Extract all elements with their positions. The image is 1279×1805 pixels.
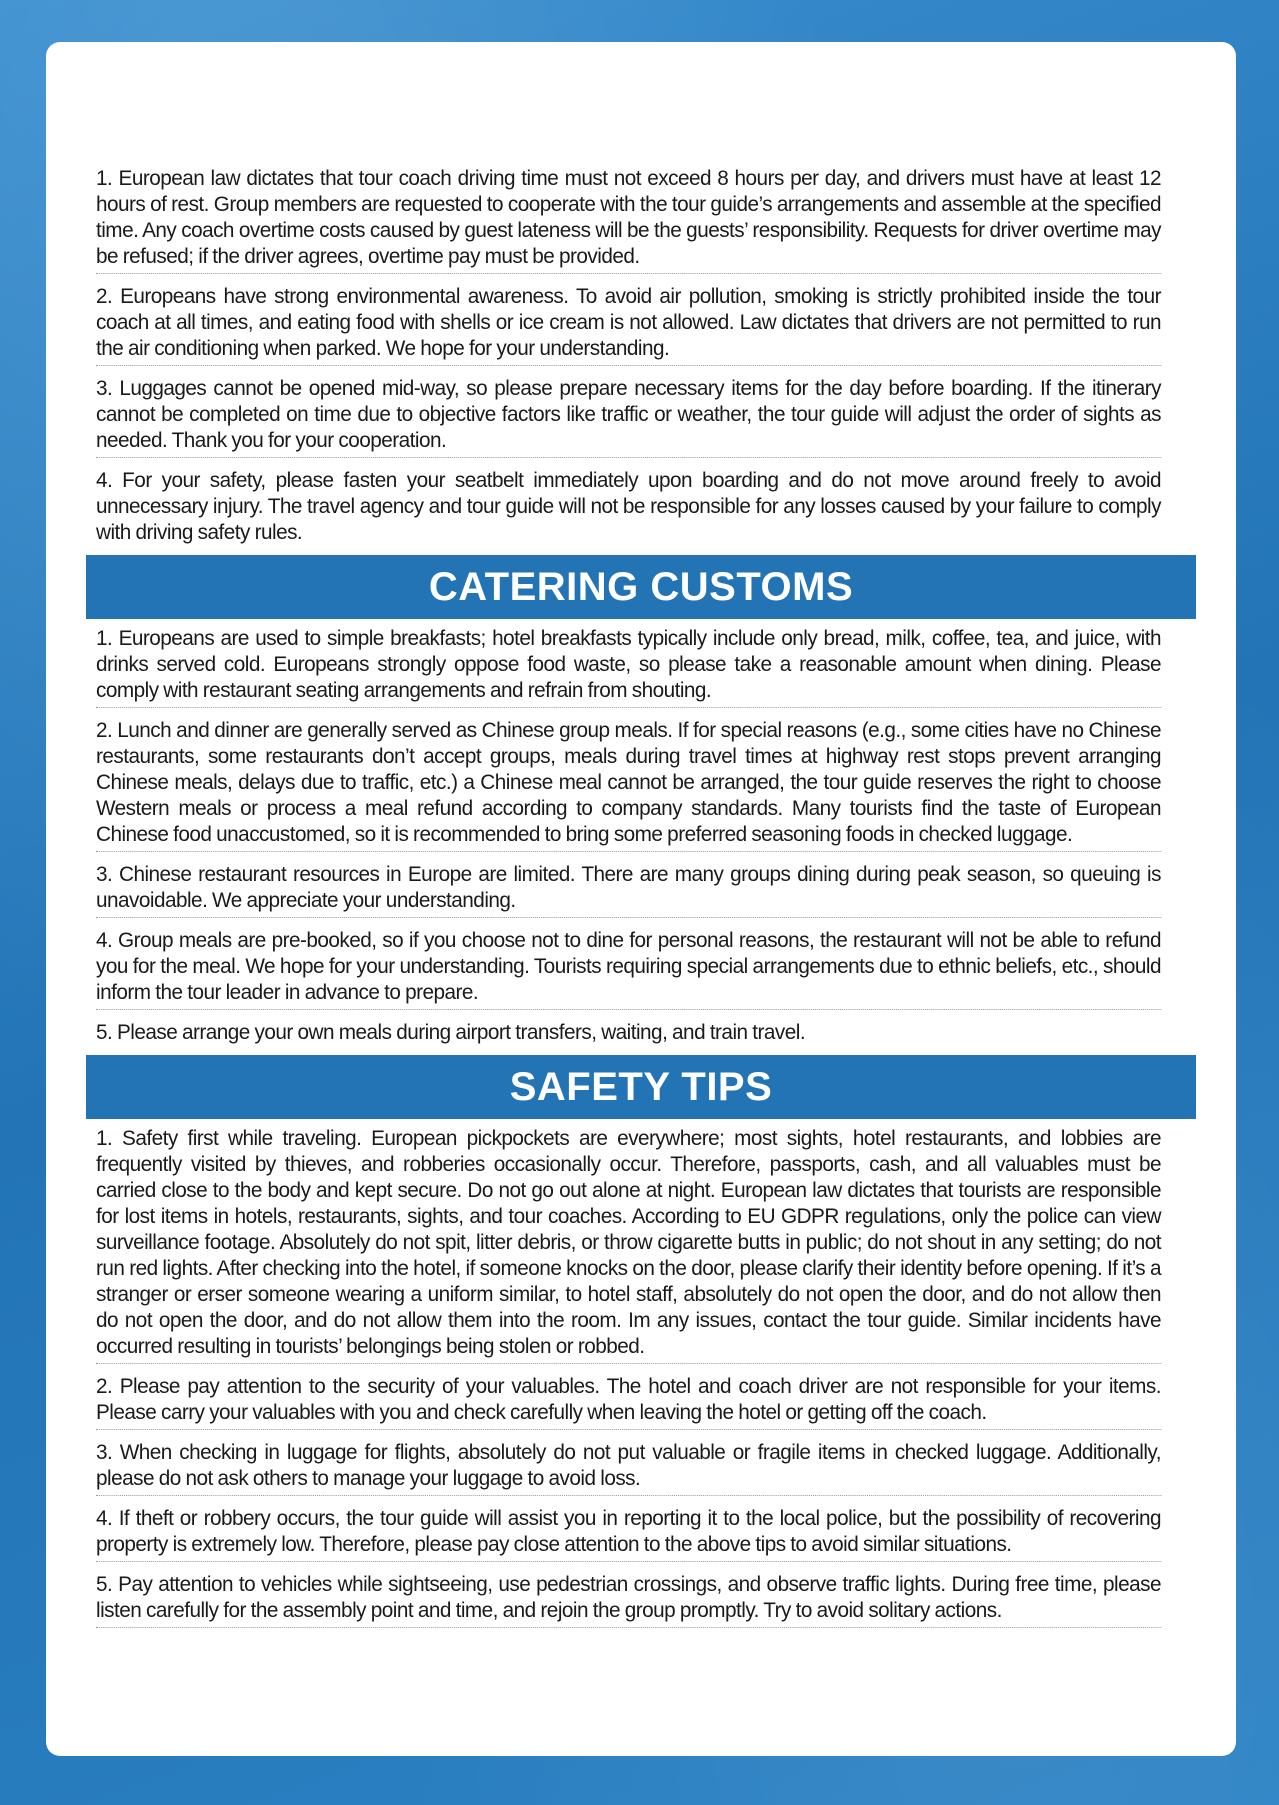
safety-item-1: 1. Safety first while traveling. European pickpockets are everywhere; most sights, hotel restaurants, and lobbies are frequently visited by thieves, and robberies occasionally occur. Therefore, passports, cash, and all valuables must be carried close to the body and kept secure. Do not go out alone at night. European law dictates that tourists are responsible for lost items in hotels, restaurants, sights, and tour coaches. According to EU GDPR regulations, only the police can view surveillance footage. Absolutely do not spit, litter debris, or throw cigarette butts in public; do not shout in any setting; do not run red lights. After checking into the hotel, if someone knocks on the door, please clarify their identity before opening. If it’s a stranger or erser someone wearing a uniform similar, to hotel staff, absolutely do not open the door, and do not allow then do not open the door, and do not allow them into the room. Im any issues, contact the tour guide. Similar incidents have occurred resulting in tourists’ belongings being stolen or robbed. <box>96 1125 1161 1364</box>
transport-rules-section <box>96 165 1186 549</box>
safety-item-5: 5. Pay attention to vehicles while sightseeing, use pedestrian crossings, and observe traffic lights. During free time, please listen carefully for the assembly point and time, and rejoin the group promptly. Try to avoid solitary actions. <box>96 1571 1161 1628</box>
catering-item-2: 2. Lunch and dinner are generally served as Chinese group meals. If for special reasons (e.g., some cities have no Chinese restaurants, some restaurants don’t accept groups, meals during travel times at highway rest stops prevent arranging Chinese meals, delays due to traffic, etc.) a Chinese meal cannot be arranged, the tour guide reserves the right to choose Western meals or process a meal refund according to company standards. Many tourists find the taste of European Chinese food unaccustomed, so it is recommended to bring some preferred seasoning foods in checked luggage. <box>96 717 1161 852</box>
safety-tips-section <box>96 1125 1186 1628</box>
safety-item-2: 2. Please pay attention to the security of your valuables. The hotel and coach driver are not responsible for your items. Please carry your valuables with you and check carefully when leaving the hotel or getting off the coach. <box>96 1373 1161 1430</box>
content-card <box>46 42 1236 1756</box>
catering-item-3: 3. Chinese restaurant resources in Europe are limited. There are many groups dining during peak season, so queuing is unavoidable. We appreciate your understanding. <box>96 861 1161 918</box>
catering-item-5: 5. Please arrange your own meals during airport transfers, waiting, and train travel. <box>96 1020 806 1044</box>
catering-item-4: 4. Group meals are pre-booked, so if you choose not to dine for personal reasons, the restaurant will not be able to refund you for the meal. We hope for your understanding. Tourists requiring special arrangements due to ethnic beliefs, etc., should inform the tour leader in advance to prepare. <box>96 927 1161 1010</box>
safety-item-4: 4. If theft or robbery occurs, the tour guide will assist you in reporting it to the local police, but the possibility of recovering property is extremely low. Therefore, please pay close attention to the above tips to avoid similar situations. <box>96 1505 1161 1562</box>
catering-customs-section <box>96 625 1186 1049</box>
catering-item-1: 1. Europeans are used to simple breakfasts; hotel breakfasts typically include only bread, milk, coffee, tea, and juice, with drinks served cold. Europeans strongly oppose food waste, so please take a reasonable amount when dining. Please comply with restaurant seating arrangements and refrain from shouting. <box>96 625 1161 708</box>
transport-item-3: 3. Luggages cannot be opened mid-way, so please prepare necessary items for the day before boarding. If the itinerary cannot be completed on time due to objective factors like traffic or weather, the tour guide will adjust the order of sights as needed. Thank you for your cooperation. <box>96 375 1161 458</box>
safety-item-3: 3. When checking in luggage for flights, absolutely do not put valuable or fragile items in checked luggage. Additionally, please do not ask others to manage your luggage to avoid loss. <box>96 1439 1161 1496</box>
transport-item-4: 4. For your safety, please fasten your seatbelt immediately upon boarding and do not move around freely to avoid unnecessary injury. The travel agency and tour guide will not be responsible for any losses caused by your failure to comply with driving safety rules. <box>96 468 1161 544</box>
catering-customs-heading: CATERING CUSTOMS <box>86 555 1196 619</box>
safety-tips-heading: SAFETY TIPS <box>86 1055 1196 1119</box>
transport-item-1: 1. European law dictates that tour coach driving time must not exceed 8 hours per day, and drivers must have at least 12 hours of rest. Group members are requested to cooperate with the tour guide’s arrangements and assemble at the specified time. Any coach overtime costs caused by guest lateness will be the guests’ responsibility. Requests for driver overtime may be refused; if the driver agrees, overtime pay must be provided. <box>96 165 1161 274</box>
transport-item-2: 2. Europeans have strong environmental awareness. To avoid air pollution, smoking is strictly prohibited inside the tour coach at all times, and eating food with shells or ice cream is not allowed. Law dictates that drivers are not permitted to run the air conditioning when parked. We hope for your understanding. <box>96 283 1161 366</box>
